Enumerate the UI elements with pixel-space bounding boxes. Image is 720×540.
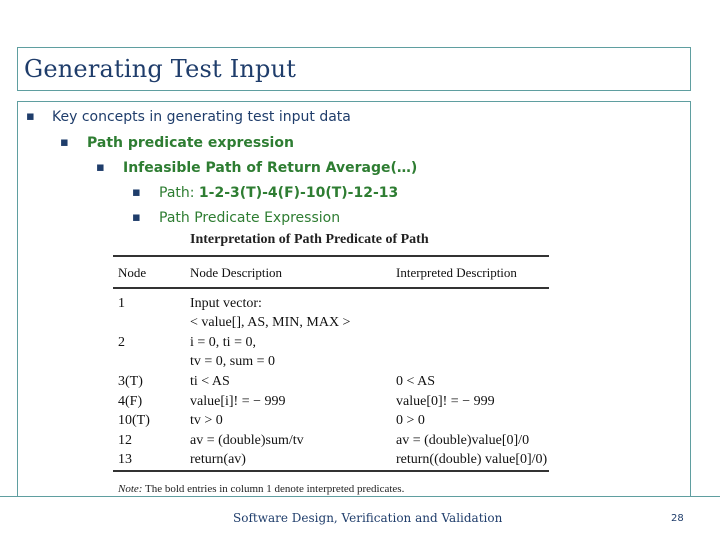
table-cell-description: tv > 0 (190, 413, 223, 428)
bullet-level-1: Key concepts in generating test input data (52, 109, 351, 125)
slide-title: Generating Test Input (24, 55, 297, 83)
table-cell-description: < value[], AS, MIN, MAX > (190, 315, 351, 330)
table-cell-node: 12 (118, 433, 132, 448)
table-cell-description: tv = 0, sum = 0 (190, 354, 276, 369)
table-cell-description: ti < AS (190, 374, 230, 389)
table-cell-interpreted: 0 < AS (396, 374, 436, 389)
table-cell-description: av = (double)sum/tv (190, 433, 304, 448)
table-cell-interpreted: return((double) value[0]/0) (396, 452, 548, 467)
table-cell-node: 1 (118, 296, 125, 311)
table-cell-node: 2 (118, 335, 125, 350)
bullet-marker-icon: ▪ (60, 135, 69, 150)
bullet-marker-icon: ▪ (132, 210, 141, 225)
bullet-level-2: Path predicate expression (87, 135, 294, 151)
table-cell-description: Input vector: (190, 296, 262, 311)
bullet-level-4-predicate: Path Predicate Expression (159, 210, 341, 226)
bullet-marker-icon: ▪ (26, 109, 35, 124)
table-cell-node: 3(T) (118, 374, 143, 389)
table-bottom-rule (113, 470, 549, 472)
bullet-marker-icon: ▪ (132, 185, 141, 200)
path-value: 1-2-3(T)-4(F)-10(T)-12-13 (198, 185, 399, 201)
table-cell-node: 13 (118, 452, 132, 467)
note-text: The bold entries in column 1 denote interpreted predicates. (145, 483, 405, 495)
table-note (118, 483, 404, 495)
table-cell-description: i = 0, ti = 0, (190, 335, 256, 350)
table-title: Interpretation of Path Predicate of Path (190, 232, 429, 247)
table-header-rule (113, 287, 549, 289)
page-number: 28 (671, 513, 684, 524)
table-cell-node: 4(F) (118, 394, 143, 409)
bullet-level-4-path (159, 185, 398, 201)
table-cell-interpreted: 0 > 0 (396, 413, 425, 428)
table-cell-interpreted: av = (double)value[0]/0 (396, 433, 530, 448)
path-label: Path: (159, 185, 199, 201)
table-cell-description: return(av) (190, 452, 246, 467)
bullet-marker-icon: ▪ (96, 160, 105, 175)
title-box (17, 47, 691, 91)
table-cell-interpreted: value[0]! = − 999 (396, 394, 495, 409)
table-cell-node: 10(T) (118, 413, 150, 428)
table-header-node: Node (118, 265, 147, 280)
table-header-interpreted: Interpreted Description (396, 265, 517, 280)
footer-text: Software Design, Verification and Validation (233, 511, 503, 525)
table-cell-description: value[i]! = − 999 (190, 394, 286, 409)
table-header-description: Node Description (190, 265, 283, 280)
bullet-level-3: Infeasible Path of Return Average(…) (123, 160, 418, 176)
footer-divider (0, 496, 720, 497)
note-label: Note: (118, 483, 143, 495)
table-top-rule (113, 255, 549, 257)
